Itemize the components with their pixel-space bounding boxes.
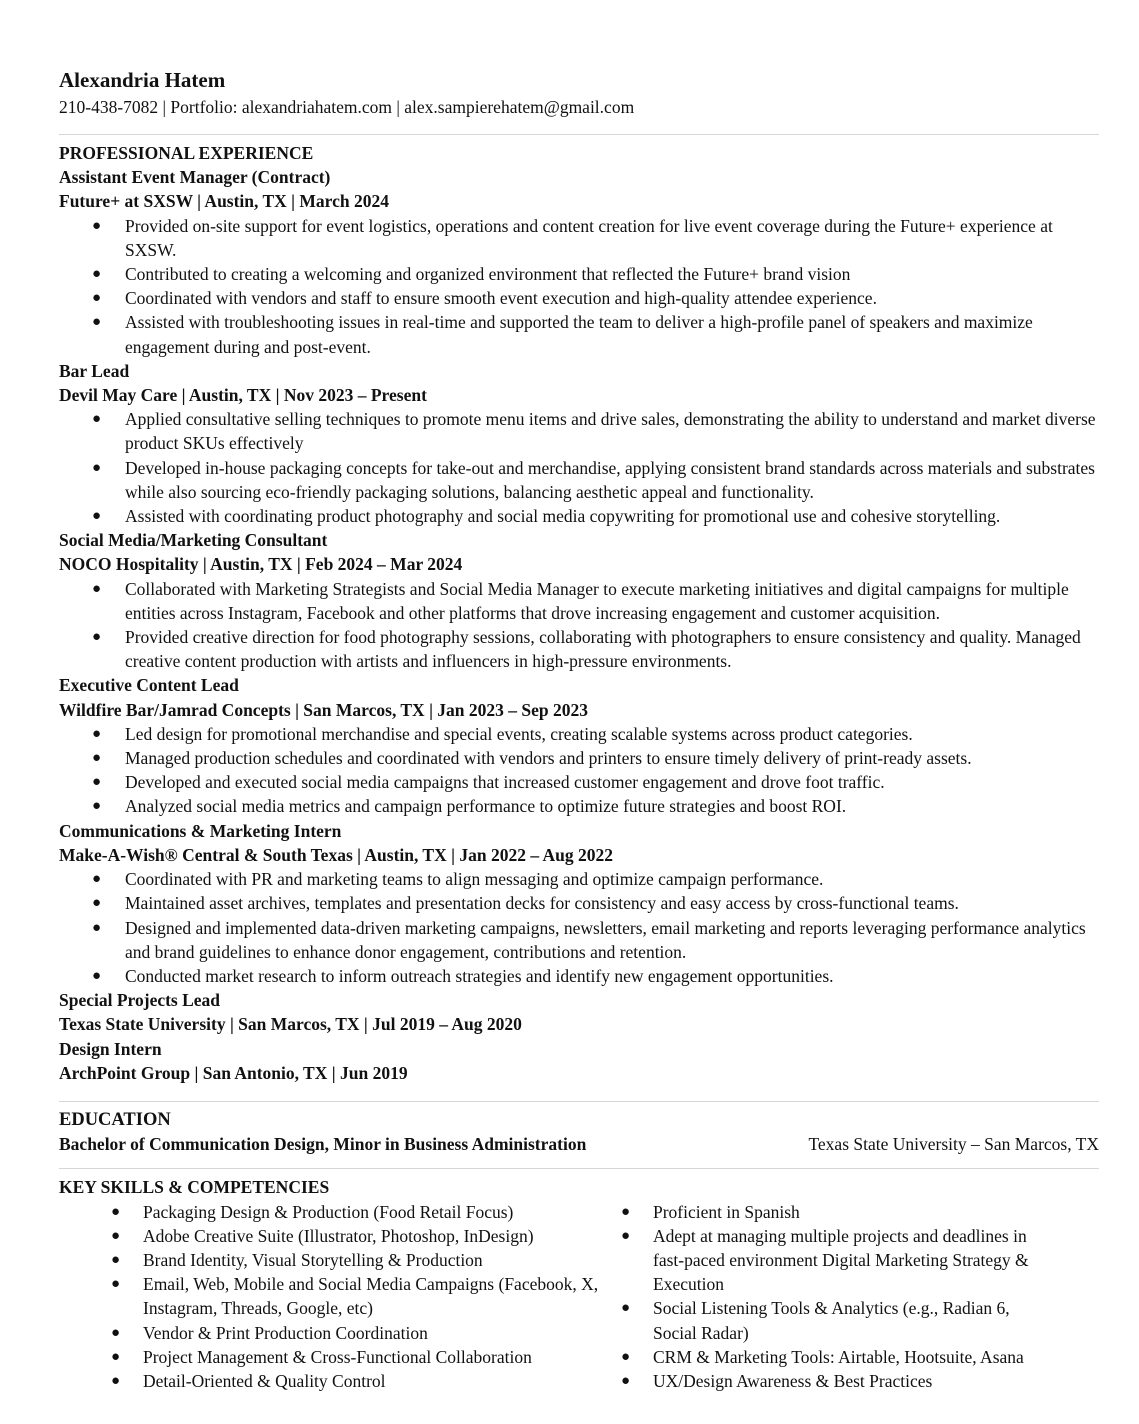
bullet-text: Provided on-site support for event logistics, operations and content creation for live event coverage during the Future+ experience at SXSW. [125,215,1053,260]
bullet-icon: ● [111,1276,121,1293]
bullet-item [59,214,1099,262]
skill-text: Email, Web, Mobile and Social Media Campaigns (Facebook, X, Instagram, Threads, Google, etc) [143,1274,599,1319]
bullet-icon: ● [621,1372,631,1389]
skill-item [59,1321,609,1345]
bullet-icon: ● [92,508,102,525]
skills-columns [59,1200,1099,1394]
job-bullets [59,214,1099,359]
skill-text: Brand Identity, Visual Storytelling & Production [143,1249,483,1270]
job-title: Social Media/Marketing Consultant [59,530,328,551]
bullet-item [59,456,1099,504]
job-entry [59,165,1099,359]
skills-left-list [59,1200,609,1394]
skill-item [609,1224,1049,1297]
job-entry [59,1037,1099,1085]
skill-text: Vendor & Print Production Coordination [143,1322,428,1343]
skill-item [59,1200,609,1224]
section-title-skills: KEY SKILLS & COMPETENCIES [59,1177,330,1198]
skill-text: Adept at managing multiple projects and deadlines in fast-paced environment Digital Marketing Strategy & Execution [653,1225,1029,1295]
job-organization: ArchPoint Group | San Antonio, TX | Jun 2019 [59,1062,408,1083]
candidate-name: Alexandria Hatem [59,68,226,92]
bullet-icon: ● [92,411,102,428]
job-organization: Devil May Care | Austin, TX | Nov 2023 – Present [59,385,427,406]
job-bullets [59,407,1099,528]
section-divider [59,1101,1099,1102]
job-title: Special Projects Lead [59,990,221,1011]
skill-item [59,1345,609,1369]
bullet-icon: ● [92,798,102,815]
bullet-icon: ● [92,217,102,234]
bullet-text: Provided creative direction for food photography sessions, collaborating with photographers to ensure consistency and quality. Managed creative content production with artists and influencers in high-pressure environments. [125,627,1081,672]
bullet-text: Analyzed social media metrics and campaign performance to optimize future strategies and boost ROI. [125,796,847,817]
bullet-text: Contributed to creating a welcoming and organized environment that reflected the Future+ brand vision [125,264,851,285]
bullet-text: Coordinated with vendors and staff to ensure smooth event execution and high-quality attendee experience. [125,288,877,309]
skill-item [59,1248,609,1272]
skill-item [59,1272,609,1320]
skills-right-list [609,1200,1049,1394]
skill-item [609,1296,1049,1344]
resume-page [59,66,1099,1393]
skill-text: Adobe Creative Suite (Illustrator, Photoshop, InDesign) [143,1225,534,1246]
bullet-text: Applied consultative selling techniques to promote menu items and drive sales, demonstrating the ability to understand and market diverse product SKUs effectively [125,409,1096,454]
job-entry [59,359,1099,528]
bullet-icon: ● [92,629,102,646]
jobs-list [59,165,1099,1085]
job-bullets [59,867,1099,988]
bullet-icon: ● [92,750,102,767]
bullet-icon: ● [621,1348,631,1365]
skill-item [609,1369,1049,1393]
bullet-text: Assisted with troubleshooting issues in real-time and supported the team to deliver a high-profile panel of speakers and maximize engagement during and post-event. [125,312,1033,357]
education-row [59,1132,1099,1156]
skill-text: Proficient in Spanish [653,1201,800,1222]
bullet-icon: ● [111,1324,121,1341]
bullet-text: Designed and implemented data-driven marketing campaigns, newsletters, email marketing and reports leveraging performance analytics and brand guidelines to enhance donor engagement, contributions and retention. [125,917,1086,962]
section-title-experience: PROFESSIONAL EXPERIENCE [59,143,314,163]
bullet-text: Maintained asset archives, templates and presentation decks for consistency and easy access by cross-functional teams. [125,893,959,914]
bullet-icon: ● [92,580,102,597]
bullet-text: Developed and executed social media campaigns that increased customer engagement and drove foot traffic. [125,772,885,793]
job-title: Executive Content Lead [59,675,239,696]
job-bullets [59,577,1099,674]
bullet-item [59,746,1099,770]
bullet-icon: ● [111,1203,121,1220]
job-organization: Texas State University | San Marcos, TX | Jul 2019 – Aug 2020 [59,1014,522,1035]
bullet-icon: ● [92,725,102,742]
contact-line: 210-438-7082 | Portfolio: alexandriahatem.com | alex.sampierehatem@gmail.com [59,97,635,117]
bullet-icon: ● [92,871,102,888]
skill-item [59,1224,609,1248]
bullet-icon: ● [92,967,102,984]
skill-text: CRM & Marketing Tools: Airtable, Hootsuite, Asana [653,1346,1024,1367]
job-title: Assistant Event Manager (Contract) [59,167,331,188]
bullet-text: Led design for promotional merchandise and special events, creating scalable systems across product categories. [125,723,913,744]
bullet-item [59,286,1099,310]
job-entry [59,819,1099,988]
bullet-item [59,891,1099,915]
bullet-icon: ● [92,266,102,283]
bullet-icon: ● [92,459,102,476]
job-entry [59,673,1099,818]
bullet-icon: ● [111,1348,121,1365]
skill-text: Packaging Design & Production (Food Retail Focus) [143,1201,514,1222]
job-title: Communications & Marketing Intern [59,820,342,841]
bullet-icon: ● [621,1227,631,1244]
bullet-item [59,916,1099,964]
bullet-item [59,625,1099,673]
bullet-icon: ● [92,774,102,791]
bullet-text: Assisted with coordinating product photography and social media copywriting for promotional use and cohesive storytelling. [125,506,1001,527]
bullet-text: Conducted market research to inform outreach strategies and identify new engagement opportunities. [125,965,834,986]
bullet-item [59,262,1099,286]
job-organization: NOCO Hospitality | Austin, TX | Feb 2024 – Mar 2024 [59,554,463,575]
bullet-icon: ● [621,1203,631,1220]
bullet-icon: ● [111,1372,121,1389]
bullet-item [59,577,1099,625]
bullet-icon: ● [92,290,102,307]
degree: Bachelor of Communication Design, Minor in Business Administration [59,1134,587,1155]
bullet-item [59,504,1099,528]
skill-text: Detail-Oriented & Quality Control [143,1370,386,1391]
skill-text: Project Management & Cross-Functional Collaboration [143,1346,532,1367]
section-divider [59,134,1099,135]
bullet-icon: ● [92,919,102,936]
bullet-item [59,867,1099,891]
school: Texas State University – San Marcos, TX [808,1134,1099,1155]
experience-section [59,141,1099,1085]
job-organization: Wildfire Bar/Jamrad Concepts | San Marcos, TX | Jan 2023 – Sep 2023 [59,699,589,720]
section-divider [59,1168,1099,1169]
skill-text: UX/Design Awareness & Best Practices [653,1370,933,1391]
job-organization: Make-A-Wish® Central & South Texas | Austin, TX | Jan 2022 – Aug 2022 [59,844,613,865]
skills-section [59,1175,1099,1393]
job-title: Bar Lead [59,360,130,381]
bullet-icon: ● [621,1300,631,1317]
bullet-text: Coordinated with PR and marketing teams to align messaging and optimize campaign performance. [125,869,824,890]
education-section [59,1108,1099,1156]
skill-item [609,1200,1049,1224]
bullet-text: Collaborated with Marketing Strategists and Social Media Manager to execute marketing initiatives and digital campaigns for multiple entities across Instagram, Facebook and other platforms that drove increasing engagement and customer acquisition. [125,578,1069,623]
skill-item [59,1369,609,1393]
skill-item [609,1345,1049,1369]
bullet-item [59,310,1099,358]
bullet-icon: ● [111,1251,121,1268]
bullet-item [59,407,1099,455]
bullet-item [59,794,1099,818]
job-title: Design Intern [59,1038,162,1059]
bullet-item [59,964,1099,988]
skill-text: Social Listening Tools & Analytics (e.g., Radian 6, Social Radar) [653,1298,1010,1343]
bullet-text: Developed in-house packaging concepts for take-out and merchandise, applying consistent brand standards across materials and substrates while also sourcing eco-friendly packaging solutions, balancing aesthetic appeal and functionality. [125,457,1095,502]
bullet-item [59,722,1099,746]
job-organization: Future+ at SXSW | Austin, TX | March 2024 [59,191,389,212]
job-bullets [59,722,1099,819]
bullet-icon: ● [111,1227,121,1244]
job-entry [59,988,1099,1036]
bullet-icon: ● [92,314,102,331]
job-entry [59,528,1099,673]
section-title-education: EDUCATION [59,1109,171,1130]
bullet-item [59,770,1099,794]
bullet-text: Managed production schedules and coordinated with vendors and printers to ensure timely delivery of print-ready assets. [125,748,972,769]
bullet-icon: ● [92,895,102,912]
